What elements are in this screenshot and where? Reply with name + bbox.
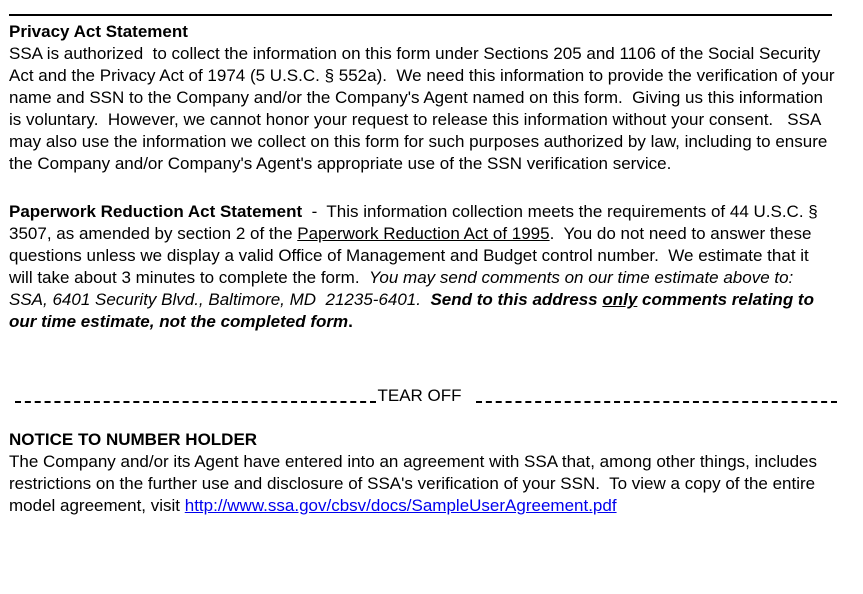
privacy-act-body: SSA is authorized to collect the information on this form under Sections 205 and 1106 of the Social Security Act and the Privacy Act of 1974 (5 U.S.C. § 552a). We need this information to provide the verification of your name and SSN to the Company and/or the Company's Agent named on this form. Giving us this information is voluntary. However, we cannot honor your request to release this information without your consent. SSA may also use the information we collect on this form for such purposes authorized by law, including to ensure the Company and/or Company's Agent's appropriate use of the SSN verification service.: [9, 44, 840, 173]
notice-body: [9, 451, 837, 517]
text-run: Paperwork Reduction Act of 1995: [297, 224, 550, 243]
document-page: [0, 14, 863, 594]
text-run: only: [602, 290, 638, 309]
tear-dash-left: [15, 401, 376, 403]
agreement-link[interactable]: http://www.ssa.gov/cbsv/docs/SampleUserAgreement.pdf: [184, 496, 617, 515]
text-run: The Company and/or its Agent have entered into an agreement with SSA that, among other things, includes restrictions on the further use and disclosure of SSA's verification of your SSN. To view a copy of the entire model agreement, visit: [9, 452, 822, 515]
notice-heading: NOTICE TO NUMBER HOLDER: [9, 430, 258, 449]
text-run: Send to this address: [430, 290, 603, 309]
text-run: .: [348, 312, 353, 331]
tear-dash-right: [476, 401, 837, 403]
paperwork-statement: [9, 201, 837, 333]
top-divider: [9, 14, 832, 16]
text-run: . You do not need to answer these questions unless we display a valid Office of Management and Budget control number. We estimate that it will take about 3 minutes to complete the form.: [9, 224, 817, 287]
privacy-act-heading: Privacy Act Statement: [9, 22, 188, 41]
text-run: - This information collection meets the requirements of 44 U.S.C. § 3507, as amended by section 2 of the: [9, 202, 823, 243]
paperwork-heading-inline: Paperwork Reduction Act Statement: [9, 202, 303, 221]
text-run: You may send comments on our time estimate above to: SSA, 6401 Security Blvd., Baltimore, MD 21235-6401.: [9, 268, 803, 309]
tear-off-line: [9, 385, 837, 407]
tear-off-label: TEAR OFF: [377, 386, 462, 405]
text-run: comments relating to our time estimate, not the completed form: [9, 290, 819, 331]
